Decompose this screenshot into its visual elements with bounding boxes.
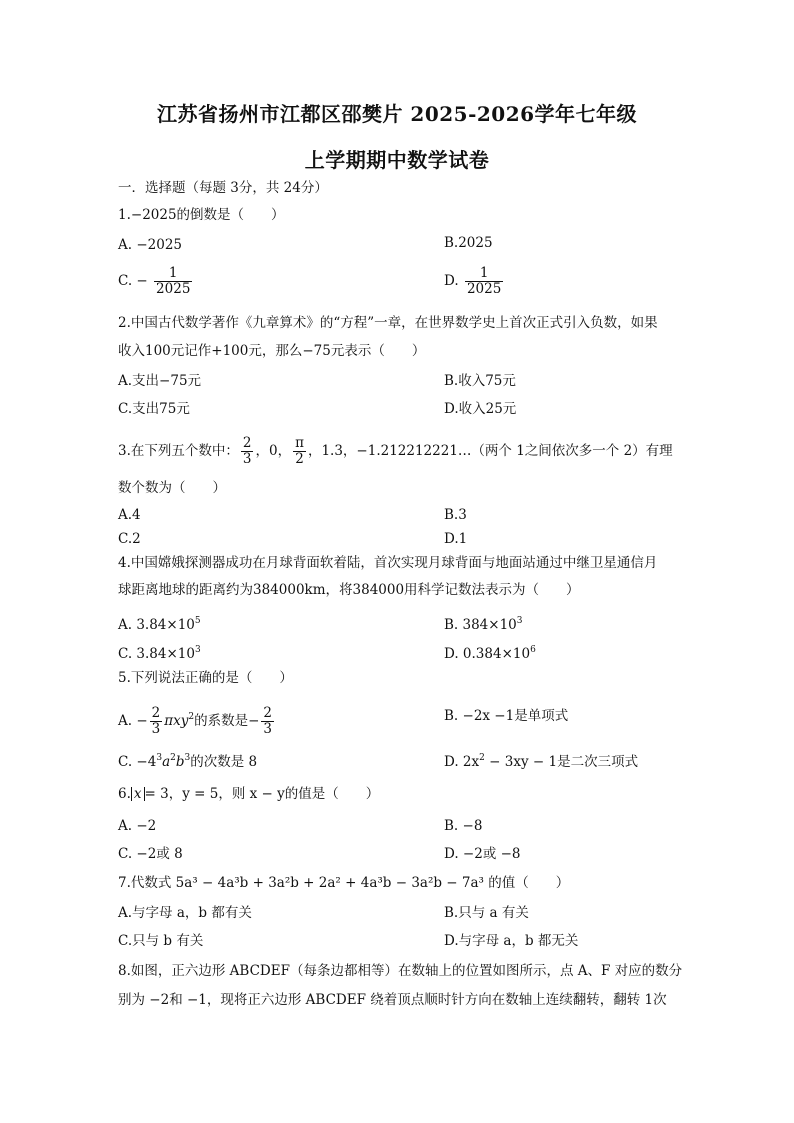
question-8-stem-line1: 8.如图，正六边形 ABCDEF（每条边都相等）在数轴上的位置如图所示，点 A、F 对应的数分 — [118, 963, 683, 979]
q5-a-term: πxy — [164, 712, 189, 729]
exam-title-line1: 江苏省扬州市江都区邵樊片 2025-2026学年七年级 — [156, 102, 638, 126]
q5-a-den: 3 — [151, 720, 161, 737]
q5-option-d — [444, 748, 638, 772]
q6-stem-mid: = 3，y = 5，则 x − y的值是（ ） — [144, 786, 380, 802]
q6-option-a: A. −2 — [118, 818, 157, 834]
q1-c-numerator: 1 — [154, 266, 192, 282]
q1-option-c — [118, 266, 194, 297]
q6-abs-var: x — [133, 786, 142, 802]
q5-d-post: − 3xy − 1是二次三项式 — [484, 754, 639, 770]
q5-c-e2: 2 — [170, 753, 176, 763]
q2-option-a: A.支出−75元 — [118, 373, 202, 389]
q4-b-exp: 3 — [516, 616, 523, 626]
q7-option-d: D.与字母 a，b 都无关 — [444, 933, 579, 949]
section-heading: 一．选择题（每题 3分，共 24分） — [118, 180, 328, 196]
q4-a-base: A. 3.84×10 — [118, 617, 195, 633]
q4-option-b — [444, 611, 523, 635]
q5-d-e1: 2 — [479, 753, 485, 763]
q3-option-c: C.2 — [118, 531, 141, 547]
q5-a-fraction — [150, 706, 163, 737]
q4-option-c — [118, 640, 201, 664]
question-2-stem-line2: 收入100元记作+100元，那么−75元表示（ ） — [118, 343, 426, 359]
q1-d-prefix: D. — [444, 272, 459, 289]
question-7-stem: 7.代数式 5a³ − 4a³b + 3a²b + 2a² + 4a³b − 3a²b − 7a³ 的值（ ） — [118, 875, 570, 891]
q5-a-prefix: A. − — [118, 712, 148, 729]
q5-option-a — [118, 706, 276, 737]
q5-c-pre: C. −4 — [118, 754, 157, 770]
q3-fraction-2-3 — [241, 436, 254, 467]
q3-option-a: A.4 — [118, 507, 141, 523]
q5-a-text: 的系数是− — [194, 712, 260, 729]
q4-d-base: D. 0.384×10 — [444, 646, 531, 662]
q4-a-exp: 5 — [194, 616, 201, 626]
question-3-stem-line1 — [118, 436, 673, 467]
q5-c-e1: 3 — [156, 753, 163, 763]
q5-option-c — [118, 748, 257, 772]
q5-a-den2: 3 — [263, 720, 273, 737]
q4-b-base: B. 384×10 — [444, 617, 517, 633]
q6-option-d: D. −2或 −8 — [444, 846, 521, 862]
q2-option-c: C.支出75元 — [118, 401, 190, 417]
q6-absolute-value — [131, 787, 145, 801]
q1-d-numerator: 1 — [465, 266, 503, 282]
q3-f1-num: 2 — [242, 435, 252, 451]
q5-a-num: 2 — [151, 705, 161, 721]
q6-stem-pre: 6. — [118, 786, 131, 802]
question-4-stem-line2: 球距离地球的距离约为384000km，将384000用科学记数法表示为（ ） — [118, 582, 580, 598]
q5-d-pre: D. 2x — [444, 754, 480, 770]
q7-option-b: B.只与 a 有关 — [444, 905, 529, 921]
q5-a-num2: 2 — [263, 705, 273, 721]
q1-option-a: A. −2025 — [118, 237, 182, 253]
question-2-stem-line1: 2.中国古代数学著作《九章算术》的“方程”一章，在世界数学史上首次正式引入负数，如果 — [118, 315, 658, 331]
q4-option-d — [444, 640, 536, 664]
q1-c-prefix: C. − — [118, 272, 148, 289]
question-3-stem-line2: 数个数为（ ） — [118, 480, 226, 496]
q5-c-b: b — [175, 754, 185, 770]
q4-option-a — [118, 611, 201, 635]
q3-fraction-pi-2 — [293, 436, 306, 467]
exam-title-line2: 上学期期中数学试卷 — [304, 148, 490, 172]
q2-option-d: D.收入25元 — [444, 401, 517, 417]
q4-d-exp: 6 — [530, 645, 536, 655]
q3-f1-den: 3 — [242, 450, 252, 467]
q3-option-d: D.1 — [444, 531, 468, 547]
q1-c-denominator: 2025 — [156, 280, 191, 297]
q3-stem-post: ，1.3，−1.212212221…（两个 1之间依次多一个 2）有理 — [307, 442, 673, 459]
q3-f2-den: 2 — [295, 450, 304, 467]
q5-c-post: 的次数是 8 — [190, 754, 258, 770]
q6-option-b: B. −8 — [444, 818, 483, 834]
question-1-stem: 1.−2025的倒数是（ ） — [118, 207, 285, 223]
q1-c-fraction — [154, 266, 192, 297]
q6-option-c: C. −2或 8 — [118, 846, 183, 862]
q3-mid: ，0， — [255, 442, 292, 459]
question-8-stem-line2: 别为 −2和 −1，现将正六边形 ABCDEF 绕着顶点顺时针方向在数轴上连续翻转，翻转 1次 — [118, 992, 667, 1008]
q3-option-b: B.3 — [444, 507, 467, 523]
q1-option-d — [444, 266, 505, 297]
q7-option-c: C.只与 b 有关 — [118, 933, 204, 949]
q5-c-e3: 3 — [184, 753, 191, 763]
q4-c-exp: 3 — [194, 645, 201, 655]
question-6-stem — [118, 784, 379, 804]
q3-stem-pre: 3.在下列五个数中： — [118, 442, 239, 459]
q7-option-a: A.与字母 a，b 都有关 — [118, 905, 252, 921]
question-4-stem-line1: 4.中国嫦娥探测器成功在月球背面软着陆，首次实现月球背面与地面站通过中继卫星通信月 — [118, 555, 658, 571]
q5-a-fraction2 — [261, 706, 274, 737]
q1-option-b: B.2025 — [444, 235, 493, 251]
q5-option-b: B. −2x −1是单项式 — [444, 708, 569, 724]
question-5-stem: 5.下列说法正确的是（ ） — [118, 670, 293, 686]
q2-option-b: B.收入75元 — [444, 373, 516, 389]
q3-f2-num: π — [295, 435, 304, 451]
q4-c-base: C. 3.84×10 — [118, 646, 195, 662]
q1-d-denominator: 2025 — [466, 280, 502, 297]
q1-d-fraction — [465, 266, 503, 297]
q5-c-a: a — [162, 754, 171, 770]
q5-a-exp: 2 — [188, 711, 195, 722]
